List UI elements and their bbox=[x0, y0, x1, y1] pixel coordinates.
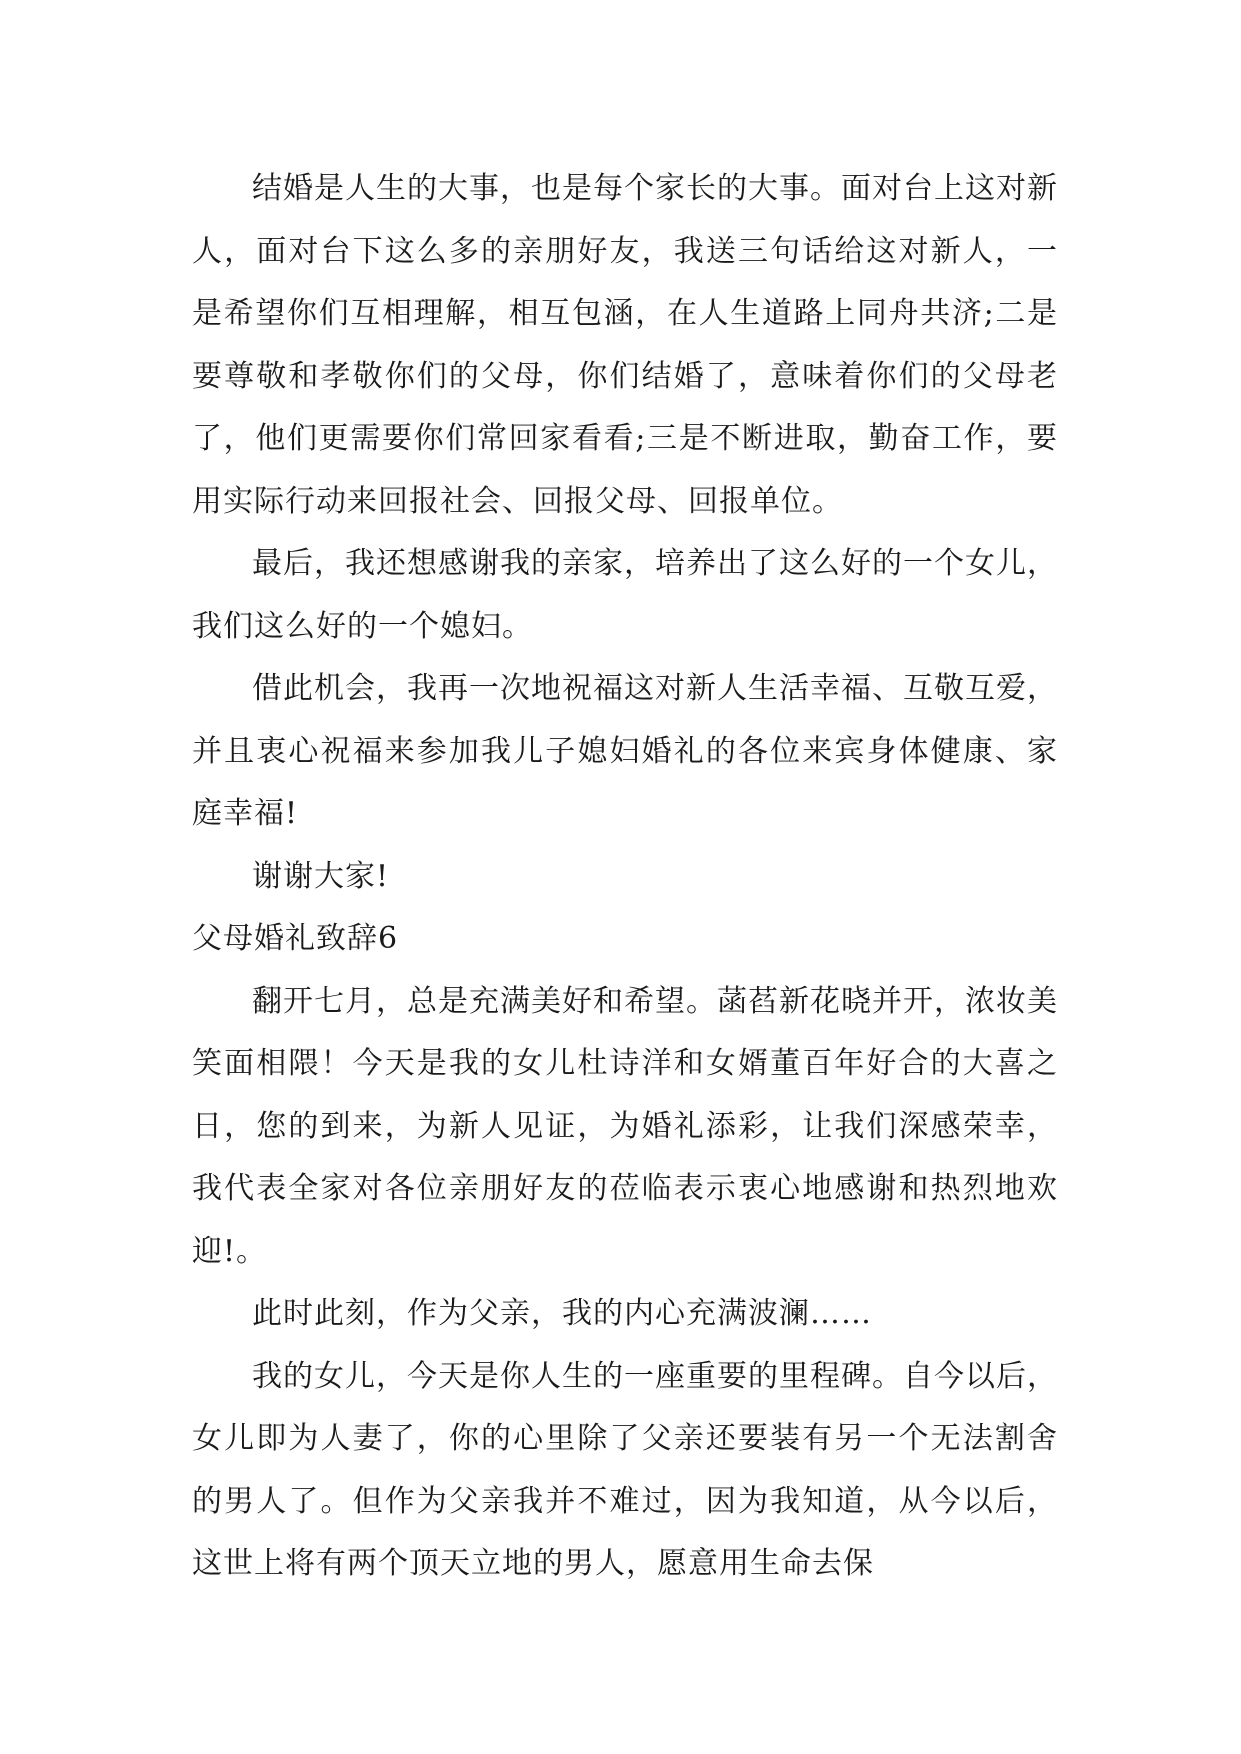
paragraph-thank-you: 谢谢大家! bbox=[252, 858, 390, 894]
paragraph-july-opening: 翻开七月，总是充满美好和希望。菡萏新花晓并开，浓妆美笑面相隈！今天是我的女儿杜诗洋和女婿董百年好合的大喜之日，您的到来，为新人见证，为婚礼添彩，让我们深感荣幸，我代表全家对各位亲朋好友的莅临表示衷心地感谢和热烈地欢迎!。 bbox=[192, 983, 1058, 1269]
paragraph-father-feelings: 此时此刻，作为父亲，我的内心充满波澜…… bbox=[252, 1296, 872, 1331]
paragraph-blessing: 借此机会，我再一次地祝福这对新人生活幸福、互敬互爱，并且衷心祝福来参加我儿子媳妇婚礼的各位来宾身体健康、家庭幸福! bbox=[192, 671, 1058, 831]
section-title: 父母婚礼致辞6 bbox=[192, 921, 399, 956]
document-page bbox=[192, 158, 1058, 1596]
paragraph-thanks-in-laws: 最后，我还想感谢我的亲家，培养出了这么好的一个女儿，我们这么好的一个媳妇。 bbox=[192, 546, 1058, 644]
paragraph-daughter-milestone: 我的女儿，今天是你人生的一座重要的里程碑。自今以后，女儿即为人妻了，你的心里除了父亲还要装有另一个无法割舍的男人了。但作为父亲我并不难过，因为我知道，从今以后，这世上将有两个顶天立地的男人，愿意用生命去保 bbox=[192, 1358, 1058, 1581]
paragraph-marriage-advice: 结婚是人生的大事，也是每个家长的大事。面对台上这对新人，面对台下这么多的亲朋好友，我送三句话给这对新人，一是希望你们互相理解，相互包涵，在人生道路上同舟共济;二是要尊敬和孝敬你们的父母，你们结婚了，意味着你们的父母老了，他们更需要你们常回家看看;三是不断进取，勤奋工作，要用实际行动来回报社会、回报父母、回报单位。 bbox=[192, 171, 1058, 519]
